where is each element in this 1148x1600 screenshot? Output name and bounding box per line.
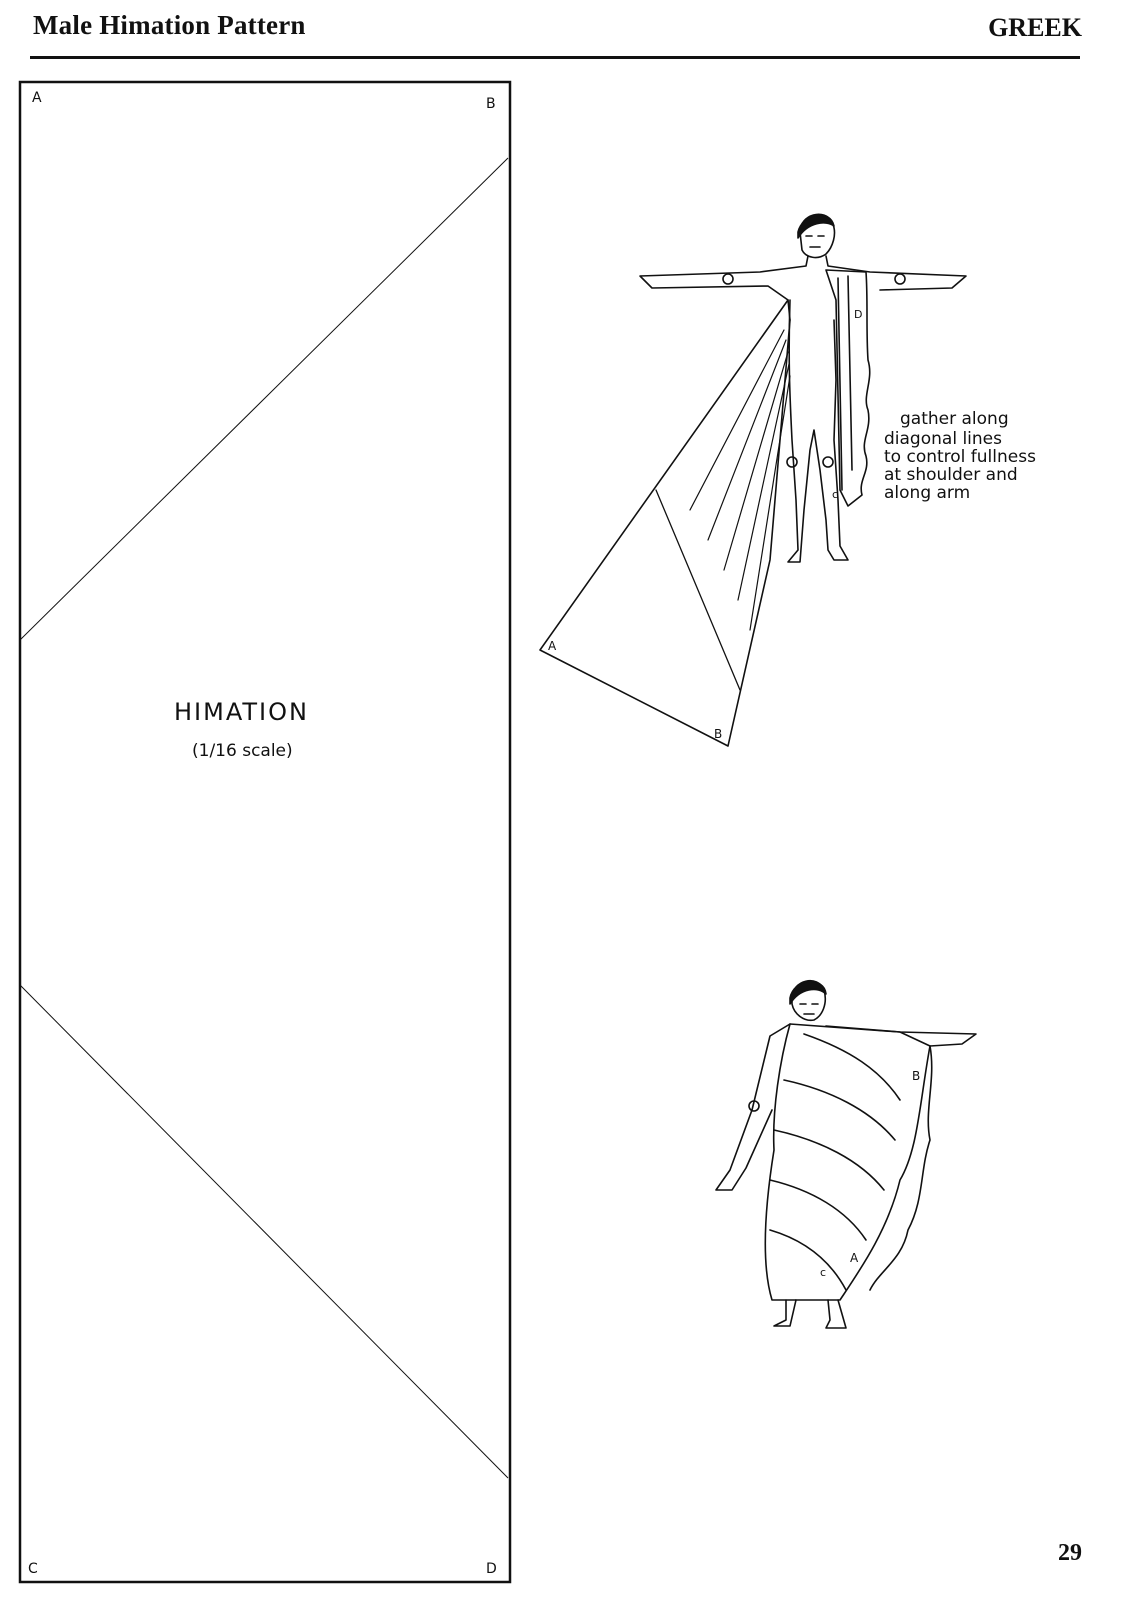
left-arm	[640, 256, 808, 320]
drape-fold-4	[770, 1180, 866, 1240]
pattern-corner-a: A	[32, 90, 42, 106]
hip-pin-right	[823, 457, 833, 467]
figure-top-label-b: B	[714, 727, 723, 741]
figure-top-label-d: D	[854, 308, 863, 321]
left-arm	[716, 1024, 790, 1190]
page-number: 29	[1058, 1540, 1082, 1566]
section-heading: GREEK	[988, 13, 1082, 42]
pattern-diagonal-lower	[20, 985, 508, 1478]
right-leg	[826, 1300, 846, 1328]
figure-top-label-a: A	[548, 639, 557, 653]
himation-pattern	[20, 82, 510, 1582]
hip-pin-left	[787, 457, 797, 467]
left-leg	[774, 1300, 796, 1326]
note-line-4: at shoulder and	[884, 465, 1018, 485]
drape-fold-3	[774, 1130, 884, 1190]
drape-crease	[656, 490, 740, 690]
draped-torso	[765, 1024, 930, 1300]
pattern-scale: (1/16 scale)	[192, 741, 293, 761]
figure-bottom-label-a: A	[850, 1251, 859, 1265]
drape-fold-2	[784, 1080, 895, 1140]
figure-top-label-c: c	[832, 488, 839, 501]
spread-drape	[540, 300, 790, 746]
pattern-outline	[20, 82, 510, 1582]
figure-bottom-label-c: c	[820, 1266, 827, 1279]
pattern-title: HIMATION	[174, 698, 309, 726]
right-arm	[826, 256, 966, 290]
figure-bottom-illustration	[716, 981, 976, 1328]
note-line-2: diagonal lines	[884, 429, 1002, 449]
note-line-5: along arm	[884, 483, 971, 503]
figure-bottom-label-b: B	[912, 1069, 921, 1083]
note-line-3: to control fullness	[884, 447, 1036, 467]
hanging-fall	[870, 1046, 932, 1290]
pattern-corner-d: D	[486, 1561, 497, 1577]
drape-fold-5	[770, 1230, 846, 1290]
drape-fold-2	[848, 276, 852, 470]
pattern-corner-b: B	[486, 96, 496, 112]
pattern-diagonal-upper	[20, 158, 508, 640]
hair	[790, 982, 826, 1004]
drape-note	[884, 409, 1041, 503]
hair	[798, 215, 834, 238]
gather-line-1	[690, 330, 784, 510]
pattern-corner-c: C	[28, 1561, 38, 1577]
arm-pin-right	[895, 274, 905, 284]
note-line-1: gather along	[900, 409, 1009, 429]
gather-line-4	[738, 364, 789, 600]
arm-pin-left	[723, 274, 733, 284]
page-title: Male Himation Pattern	[33, 10, 306, 40]
